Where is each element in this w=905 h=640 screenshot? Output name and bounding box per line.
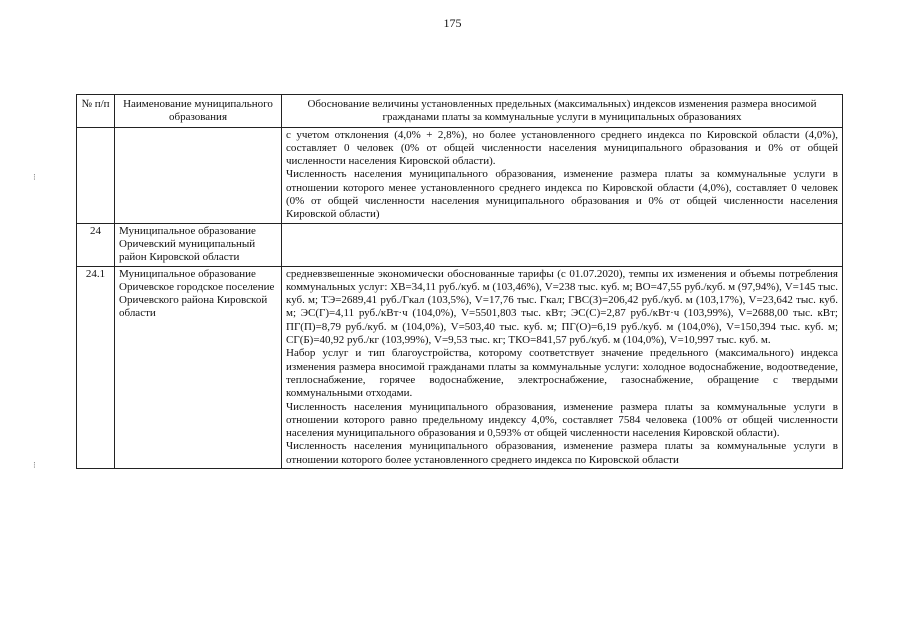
header-number: № п/п — [77, 95, 115, 128]
row-basis — [282, 223, 843, 266]
table-row — [77, 127, 843, 223]
row-municipality-name — [115, 127, 282, 223]
basis-paragraph: средневзвешенные экономически обоснованные тарифы (с 01.07.2020), темпы их изменения и объемы потребления коммунальных услуг: ХВ=34,11 руб./куб. м (103,46%), V=238 тыс. куб. м; ВО=47,55 руб./куб. м (97,94%), V=145 тыс. куб. м; ТЭ=2689,41 руб./Гкал (103,5%), V=17,76 тыс. Гкал; ГВС(З)=206,42 руб./куб. м (103,17%), V=23,642 тыс. куб. м; ЭС(Г)=4,11 руб./кВт·ч (104,0%), V=5501,803 тыс. кВт; ЭС(С)=2,87 руб./кВт·ч (103,99%), V=2688,00 тыс. кВт; ПГ(П)=8,79 руб./куб. м (104,0%), V=503,40 тыс. куб. м; ПГ(О)=6,19 руб./куб. м (104,0%), V=150,394 тыс. куб. м; СГ(Б)=40,92 руб./кг (103,99%), V=9,53 тыс. кг; ТКО=841,57 руб./куб. м (104,0%), V=10,997 тыс. куб. м. — [286, 267, 838, 347]
scan-margin-mark: ⁝ — [33, 172, 36, 182]
row-basis — [282, 266, 843, 468]
row-municipality-name: Муниципальное образование Оричевский муниципальный район Кировской области — [115, 223, 282, 266]
table-row — [77, 223, 843, 266]
table-row — [77, 266, 843, 468]
row-number: 24.1 — [77, 266, 115, 468]
basis-paragraph: Численность населения муниципального образования, изменение размера платы за коммунальные услуги в отношении которого равно предельному индексу 4,0%, составляет 7584 человека (100% от общей численности населения муниципального образования и 0,593% от общей численности населения Кировской области). — [286, 400, 838, 440]
page-number: 175 — [443, 16, 462, 30]
row-number: 24 — [77, 223, 115, 266]
basis-paragraph: Численность населения муниципального образования, изменение размера платы за коммунальные услуги в отношении которого более установленного среднего индекса по Кировской области — [286, 440, 838, 466]
basis-paragraph: Численность населения муниципального образования, изменение размера платы за коммунальные услуги в отношении которого менее установленного среднего индекса по Кировской области (4,0%), составляет 0 человек (0% от общей численности населения муниципального образования и 0% от общей численности населения Кировской области) — [286, 168, 838, 221]
header-basis: Обоснование величины установленных предельных (максимальных) индексов изменения размера вносимой гражданами платы за коммунальные услуги в муниципальных образованиях — [282, 95, 843, 128]
row-basis — [282, 127, 843, 223]
scan-margin-mark: ⁝ — [33, 460, 36, 470]
table-header-row — [77, 95, 843, 128]
row-municipality-name: Муниципальное образование Оричевское городское поселение Оричевского района Кировской области — [115, 266, 282, 468]
tariff-index-table — [76, 94, 843, 469]
basis-paragraph: Набор услуг и тип благоустройства, которому соответствует значение предельного (максимального) индекса изменения размера вносимой гражданами платы за коммунальные услуги: холодное водоснабжение, водоотведение, теплоснабжение, горячее водоснабжение, электроснабжение, газоснабжение, обращение с твердыми коммунальными отходами. — [286, 347, 838, 400]
header-municipality-name: Наименование муниципального образования — [115, 95, 282, 128]
row-number — [77, 127, 115, 223]
basis-paragraph: с учетом отклонения (4,0% + 2,8%), но более установленного среднего индекса по Кировской области (4,0%), составляет 0 человек (0% от общей численности населения муниципального образования и 0% от общей численности населения Кировской области). — [286, 128, 838, 168]
